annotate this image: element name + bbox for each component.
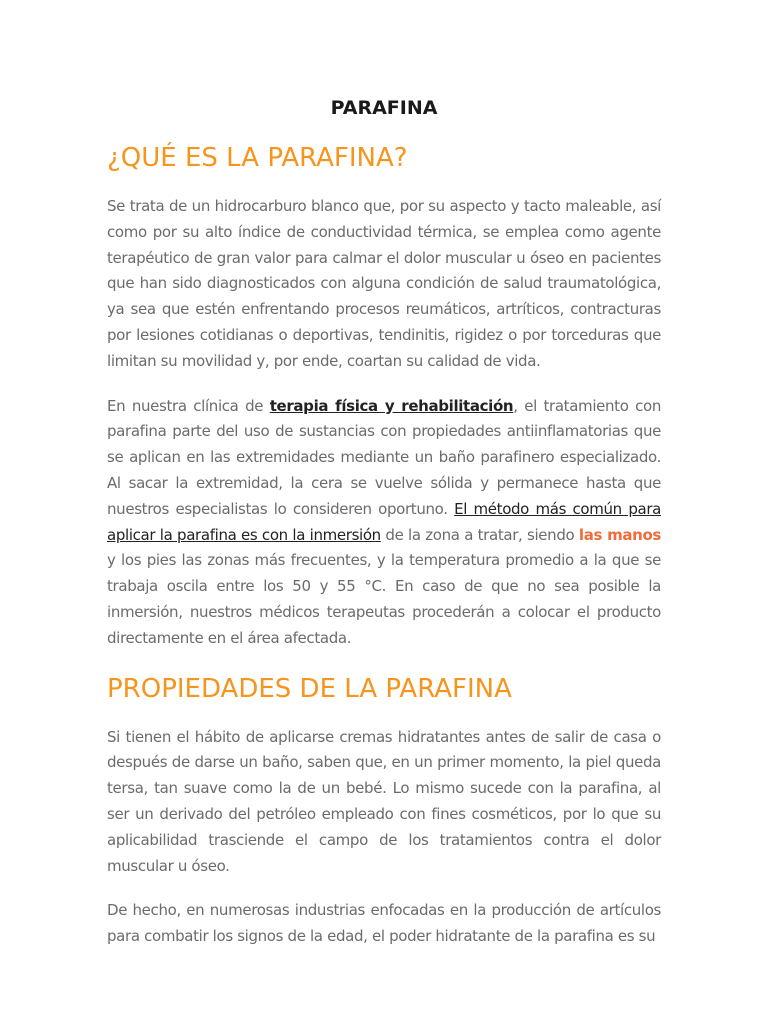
paragraph-definition: Se trata de un hidrocarburo blanco que, por su aspecto y tacto maleable, así como por su alto índice de conductividad térmica, se emplea como agente terapéutico de gran valor para calmar el dolor muscular u óseo en pacientes que han sido diagnosticados con alguna condición de salud traumatológica, ya sea que estén enfrentando procesos reumáticos, artríticos, contracturas por lesiones cotidianas o deportivas, tendinitis, rigidez o por torceduras que limitan su movilidad y, por ende, coartan su calidad de vida. bbox=[107, 197, 661, 370]
paragraph-clinic-mid: , el tratamiento con parafina parte del uso de sustancias con propiedades antiinflamatorias que se aplican en las extremidades mediante un baño parafinero especializado. Al sacar la extremidad, la cera se vuelve sólida y permanece hasta que nuestros especialistas lo consideren oportuno. bbox=[107, 396, 661, 518]
paragraph-clinic-mid2: de la zona a tratar, siendo bbox=[380, 525, 579, 544]
link-terapia-fisica[interactable]: terapia física y rehabilitación bbox=[269, 396, 514, 415]
paragraph-clinic-lead: En nuestra clínica de bbox=[107, 396, 270, 415]
paragraph-clinic bbox=[107, 394, 661, 652]
link-metodo-inmersion[interactable]: El método más común para aplicar la parafina es con la inmersión bbox=[107, 499, 661, 544]
section-heading-que-es: ¿QUÉ ES LA PARAFINA? bbox=[107, 143, 408, 173]
paragraph-clinic-tail: y los pies las zonas más frecuentes, y la temperatura promedio a la que se trabaja oscila entre los 50 y 55 °C. En caso de que no sea posible la inmersión, nuestros médicos terapeutas procederán a colocar el producto directamente en el área afectada. bbox=[107, 551, 661, 647]
paragraph-hidratantes: Si tienen el hábito de aplicarse cremas hidratantes antes de salir de casa o después de darse un baño, saben que, en un primer momento, la piel queda tersa, tan suave como la de un bebé. Lo mismo sucede con la parafina, al ser un derivado del petróleo empleado con fines cosméticos, por lo que su aplicabilidad trasciende el campo de los tratamientos contra el dolor muscular u óseo. bbox=[107, 727, 661, 875]
paragraph-industrias: De hecho, en numerosas industrias enfocadas en la producción de artículos para combatir los signos de la edad, el poder hidratante de la parafina es su bbox=[107, 901, 661, 946]
highlight-las-manos: las manos bbox=[578, 525, 661, 544]
document-title: PARAFINA bbox=[330, 97, 438, 119]
section-heading-propiedades: PROPIEDADES DE LA PARAFINA bbox=[107, 673, 512, 704]
